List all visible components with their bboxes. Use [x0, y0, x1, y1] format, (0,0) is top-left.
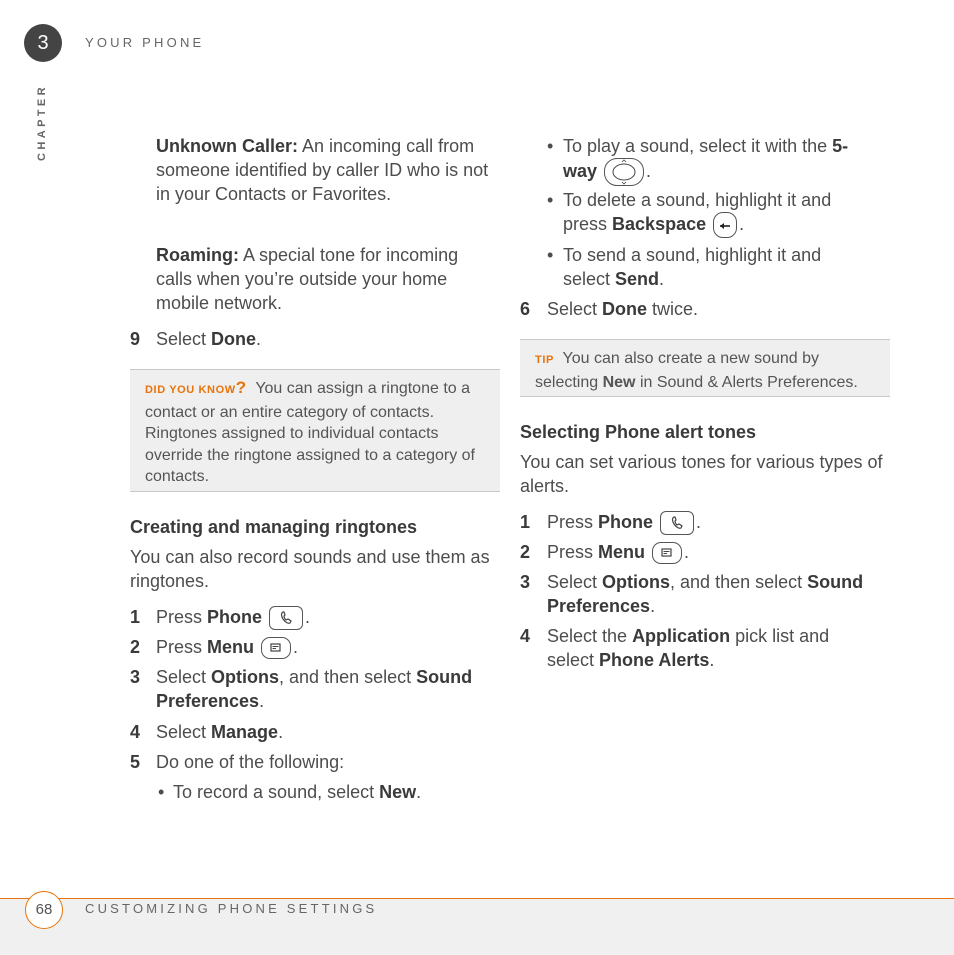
step-text-end: . — [684, 542, 690, 562]
bullet-dot: • — [547, 190, 554, 210]
tip-text: You can also create a new sound by selecting — [535, 350, 820, 391]
menu-key-icon — [261, 637, 291, 659]
step-text: Press — [156, 637, 208, 657]
step-number: 3 — [520, 572, 531, 592]
bullet-record-sound — [173, 780, 421, 804]
step-3-select-options — [156, 665, 501, 713]
tip-box — [520, 339, 890, 397]
step-text-end: . — [259, 691, 265, 711]
tip-text-end: in Sound & Alerts Preferences. — [635, 373, 858, 391]
phone-alerts-label: Phone Alerts — [599, 650, 710, 670]
page-number-badge: 68 — [25, 891, 63, 929]
step-1-press-phone — [547, 510, 701, 535]
options-label: Options — [602, 572, 671, 592]
step-1-press-phone — [156, 605, 310, 630]
chapter-title: YOUR PHONE — [85, 35, 205, 50]
done-label: Done — [602, 299, 648, 319]
step-9 — [156, 327, 496, 351]
footer-section-title: CUSTOMIZING PHONE SETTINGS — [85, 901, 378, 916]
sound-preferences-label: Sound Preferences — [547, 572, 864, 616]
phone-label: Phone — [207, 607, 263, 627]
unknown-caller-text: An incoming call from someone identified by caller ID who is not in your Contacts or Favorites. — [156, 136, 489, 204]
bullet-text: To play a sound, select it with the — [563, 136, 833, 156]
bullet-dot: • — [547, 245, 554, 265]
bullet-text-end: . — [646, 160, 652, 181]
step-text: Select — [547, 299, 603, 319]
menu-label: Menu — [207, 637, 255, 657]
step-number: 1 — [130, 607, 141, 627]
step-number: 6 — [520, 299, 531, 319]
menu-key-icon — [652, 542, 682, 564]
step-text: Select — [156, 329, 212, 349]
step-text: Press — [547, 542, 599, 562]
bullet-delete-sound — [563, 188, 863, 238]
step-number: 4 — [130, 722, 141, 742]
step-text: Select — [156, 722, 212, 742]
chapter-number-badge: 3 — [24, 24, 62, 62]
section-heading-ringtones: Creating and managing ringtones — [130, 517, 418, 537]
step-text-mid: pick list and select — [547, 626, 830, 670]
bullet-text-end: . — [739, 214, 745, 234]
roaming-term: Roaming: — [156, 245, 239, 265]
step-text-end: . — [256, 329, 262, 349]
bullet-text-end: . — [659, 269, 665, 289]
step-number: 3 — [130, 667, 141, 687]
step-text-mid: , and then select — [670, 572, 808, 592]
step-2-press-menu — [156, 635, 298, 659]
five-way-navigator-icon — [604, 158, 644, 186]
step-text-end: . — [278, 722, 284, 742]
step-text-end: . — [305, 607, 311, 627]
new-label: New — [379, 782, 417, 802]
roaming-entry — [156, 243, 496, 315]
bullet-text-end: . — [416, 782, 422, 802]
step-number: 4 — [520, 626, 531, 646]
did-you-know-kicker — [145, 378, 247, 397]
did-you-know-text: You can assign a ringtone to a contact or an entire category of contacts. Ringtones assigned to individual contacts override the ringtone assigned to a category of contacts. — [145, 380, 475, 485]
options-label: Options — [211, 667, 280, 687]
step-number: 9 — [130, 329, 141, 349]
bullet-text: To send a sound, highlight it and select — [563, 245, 822, 289]
tip-new-label: New — [602, 373, 636, 391]
phone-key-icon — [660, 511, 694, 535]
step-4-select-application — [547, 624, 877, 672]
phone-key-icon — [269, 606, 303, 630]
phone-label: Phone — [598, 512, 654, 532]
step-text-mid: , and then select — [279, 667, 417, 687]
step-text: Press — [547, 512, 599, 532]
step-text: Select — [547, 572, 603, 592]
unknown-caller-term: Unknown Caller: — [156, 136, 299, 156]
manage-label: Manage — [211, 722, 279, 742]
step-text: Select the — [547, 626, 633, 646]
kicker-question-mark: ? — [235, 378, 247, 397]
bullet-text: To delete a sound, highlight it and press — [563, 190, 832, 234]
alert-tones-intro: You can set various tones for various types of alerts. — [520, 452, 883, 496]
ringtones-intro: You can also record sounds and use them as ringtones. — [130, 547, 490, 591]
bullet-dot: • — [158, 782, 165, 802]
step-2-press-menu — [547, 540, 689, 564]
done-label: Done — [211, 329, 257, 349]
step-text: Press — [156, 607, 208, 627]
unknown-caller-entry — [156, 134, 496, 206]
step-text: Select — [156, 667, 212, 687]
step-number: 2 — [130, 637, 141, 657]
bullet-play-sound — [563, 134, 863, 186]
step-number: 5 — [130, 752, 141, 772]
five-way-label: 5-way — [563, 136, 849, 181]
step-text-end: twice. — [647, 299, 699, 319]
step-3-select-options — [547, 570, 892, 618]
step-text-end: . — [696, 512, 702, 532]
did-you-know-box — [130, 369, 500, 492]
step-5-text: Do one of the following: — [156, 752, 345, 772]
step-text-end: . — [709, 650, 715, 670]
bullet-send-sound — [563, 243, 863, 291]
bullet-text: To record a sound, select — [173, 782, 380, 802]
backspace-label: Backspace — [612, 214, 707, 234]
step-number: 1 — [520, 512, 531, 532]
menu-label: Menu — [598, 542, 646, 562]
step-6 — [547, 297, 698, 321]
step-4-select-manage — [156, 720, 283, 744]
send-label: Send — [615, 269, 660, 289]
backspace-key-icon — [713, 212, 737, 238]
roaming-text: A special tone for incoming calls when you’re outside your home mobile network. — [156, 245, 459, 313]
step-text-end: . — [293, 637, 299, 657]
kicker-text: DID YOU KNOW — [145, 384, 236, 396]
section-heading-alert-tones: Selecting Phone alert tones — [520, 422, 757, 442]
step-number: 2 — [520, 542, 531, 562]
sound-preferences-label: Sound Preferences — [156, 667, 473, 711]
bullet-dot: • — [547, 136, 554, 156]
application-label: Application — [632, 626, 731, 646]
chapter-vertical-label: CHAPTER — [36, 84, 48, 161]
tip-kicker: TIP — [535, 354, 554, 366]
step-text-end: . — [650, 596, 656, 616]
